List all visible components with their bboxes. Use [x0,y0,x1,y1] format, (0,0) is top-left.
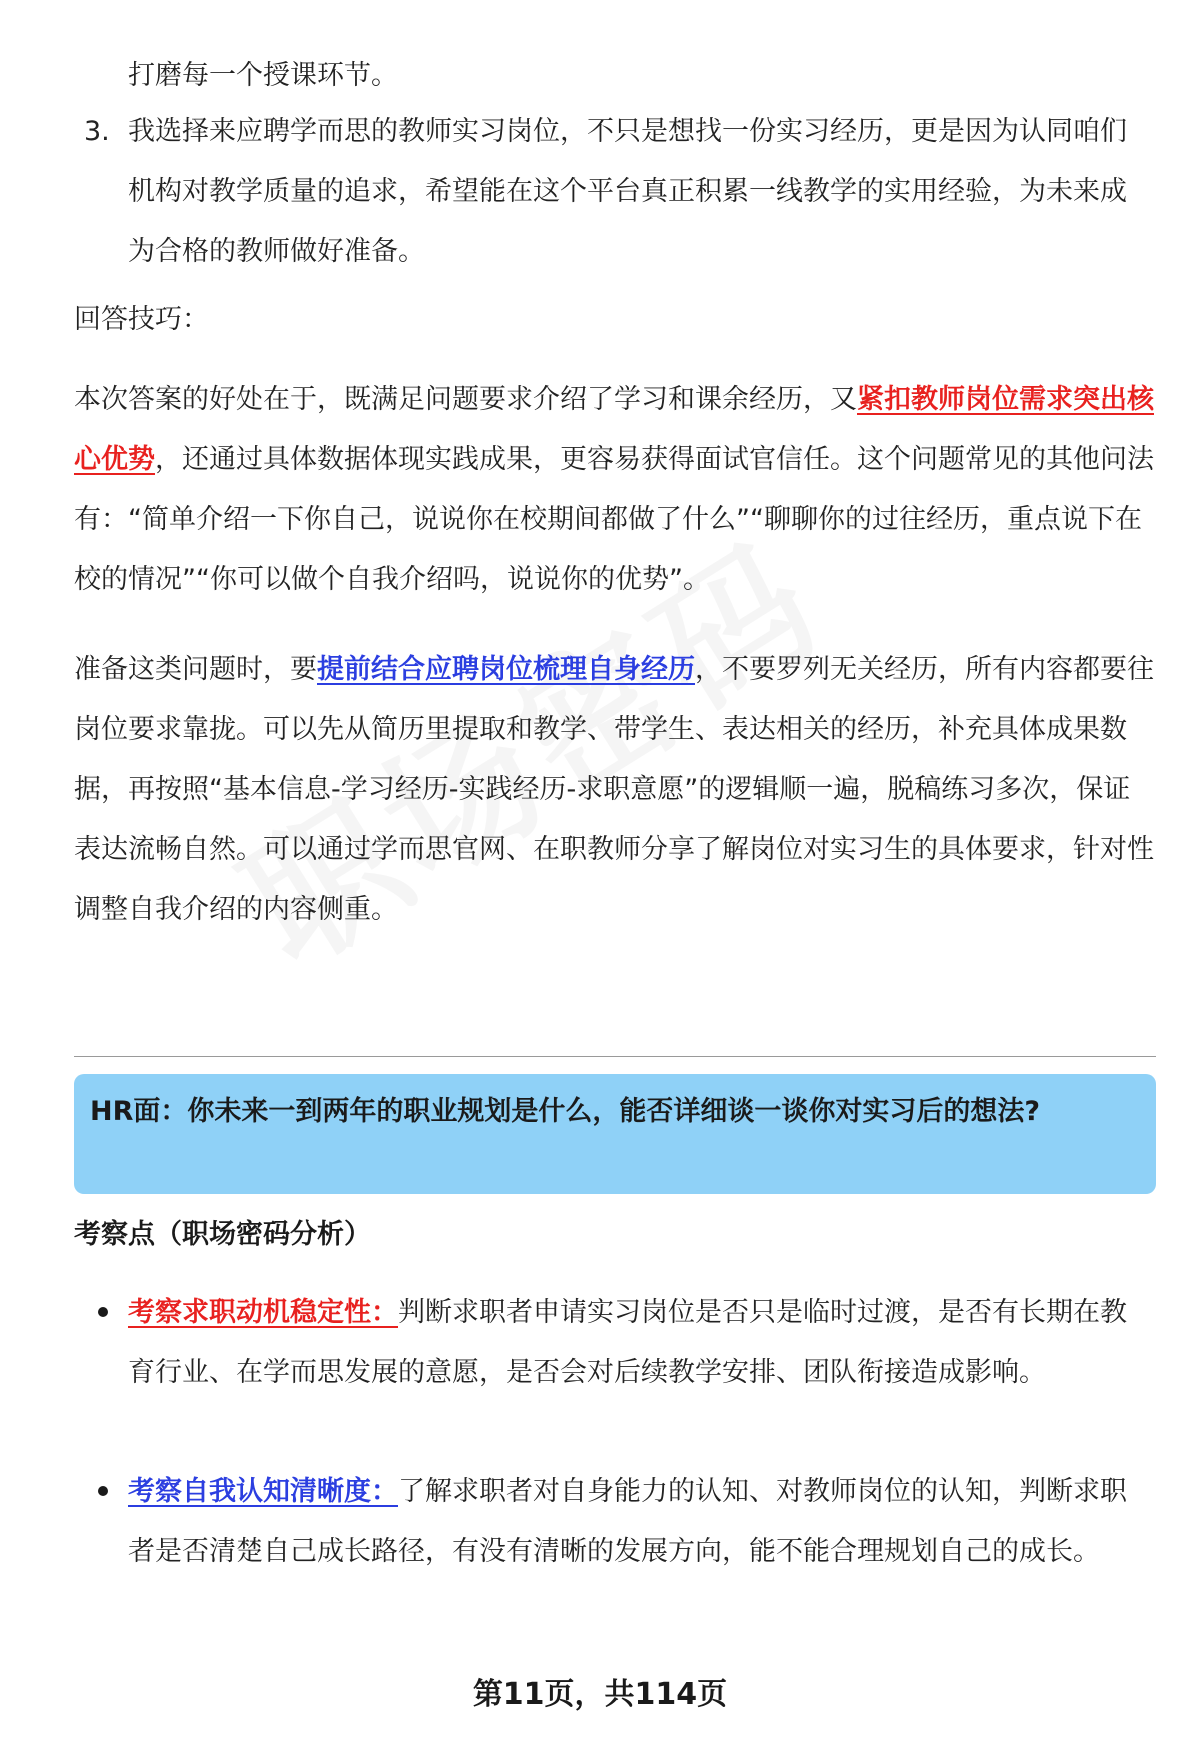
tips-para1-after: ，还通过具体数据体现实践成果，更容易获得面试官信任。这个问题常见的其他问法有：“简单介绍一下你自己，说说你在校期间都做了什么”“聊聊你的过往经历，重点说下在校的情况”“你可以做个自我介绍吗，说说你的优势”。 [74,444,1154,595]
assessment-item [74,1283,1156,1463]
tips-heading: 回答技巧： [74,304,209,335]
assessment-item [74,1462,1156,1642]
assessment-title: 考察点（职场密码分析） [74,1219,371,1250]
tips-para2-before: 准备这类问题时，要 [74,654,317,685]
question-text: HR面：你未来一到两年的职业规划是什么，能否详细谈一谈你对实习后的想法? [90,1096,1041,1127]
tips-para1-before: 本次答案的好处在于，既满足问题要求介绍了学习和课余经历，又 [74,384,857,415]
assessment-item-text: 了解求职者对自身能力的认知、对教师岗位的认知，判断求职者是否清楚自己成长路径，有没有清晰的发展方向，能不能合理规划自己的成长。 [128,1476,1127,1567]
list-continuation-text: 打磨每一个授课环节。 [128,60,398,91]
assessment-item-text: 判断求职者申请实习岗位是否只是临时过渡，是否有长期在教育行业、在学而思发展的意愿，是否会对后续教学安排、团队衔接造成影响。 [128,1297,1127,1388]
assessment-item-body [128,1283,1148,1403]
page-number: 第11页，共114页 [472,1677,728,1712]
tips-paragraph-2 [74,640,1156,940]
bullet-icon [98,1307,108,1317]
list-number: 3. [84,116,110,147]
assessment-item-label: 考察求职动机稳定性： [128,1297,398,1328]
tips-para1-highlight: 紧扣教师岗位需求突出核心优势 [74,384,1154,475]
list-item-3 [74,102,1154,282]
section-divider [74,1056,1156,1057]
assessment-item-body [128,1462,1148,1582]
bullet-icon [98,1486,108,1496]
assessment-item-label: 考察自我认知清晰度： [128,1476,398,1507]
tips-paragraph-1 [74,370,1156,610]
tips-para2-highlight: 提前结合应聘岗位梳理自身经历 [317,654,695,685]
list-item-text: 我选择来应聘学而思的教师实习岗位，不只是想找一份实习经历，更是因为认同咱们机构对教学质量的追求，希望能在这个平台真正积累一线教学的实用经验，为未来成为合格的教师做好准备。 [128,116,1127,267]
tips-para2-after: ，不要罗列无关经历，所有内容都要往岗位要求靠拢。可以先从简历里提取和教学、带学生、表达相关的经历，补充具体成果数据，再按照“基本信息-学习经历-实践经历-求职意愿”的逻辑顺一遍，脱稿练习多次，保证表达流畅自然。可以通过学而思官网、在职教师分享了解岗位对实习生的具体要求，针对性调整自我介绍的内容侧重。 [74,654,1154,925]
question-box [74,1074,1156,1194]
